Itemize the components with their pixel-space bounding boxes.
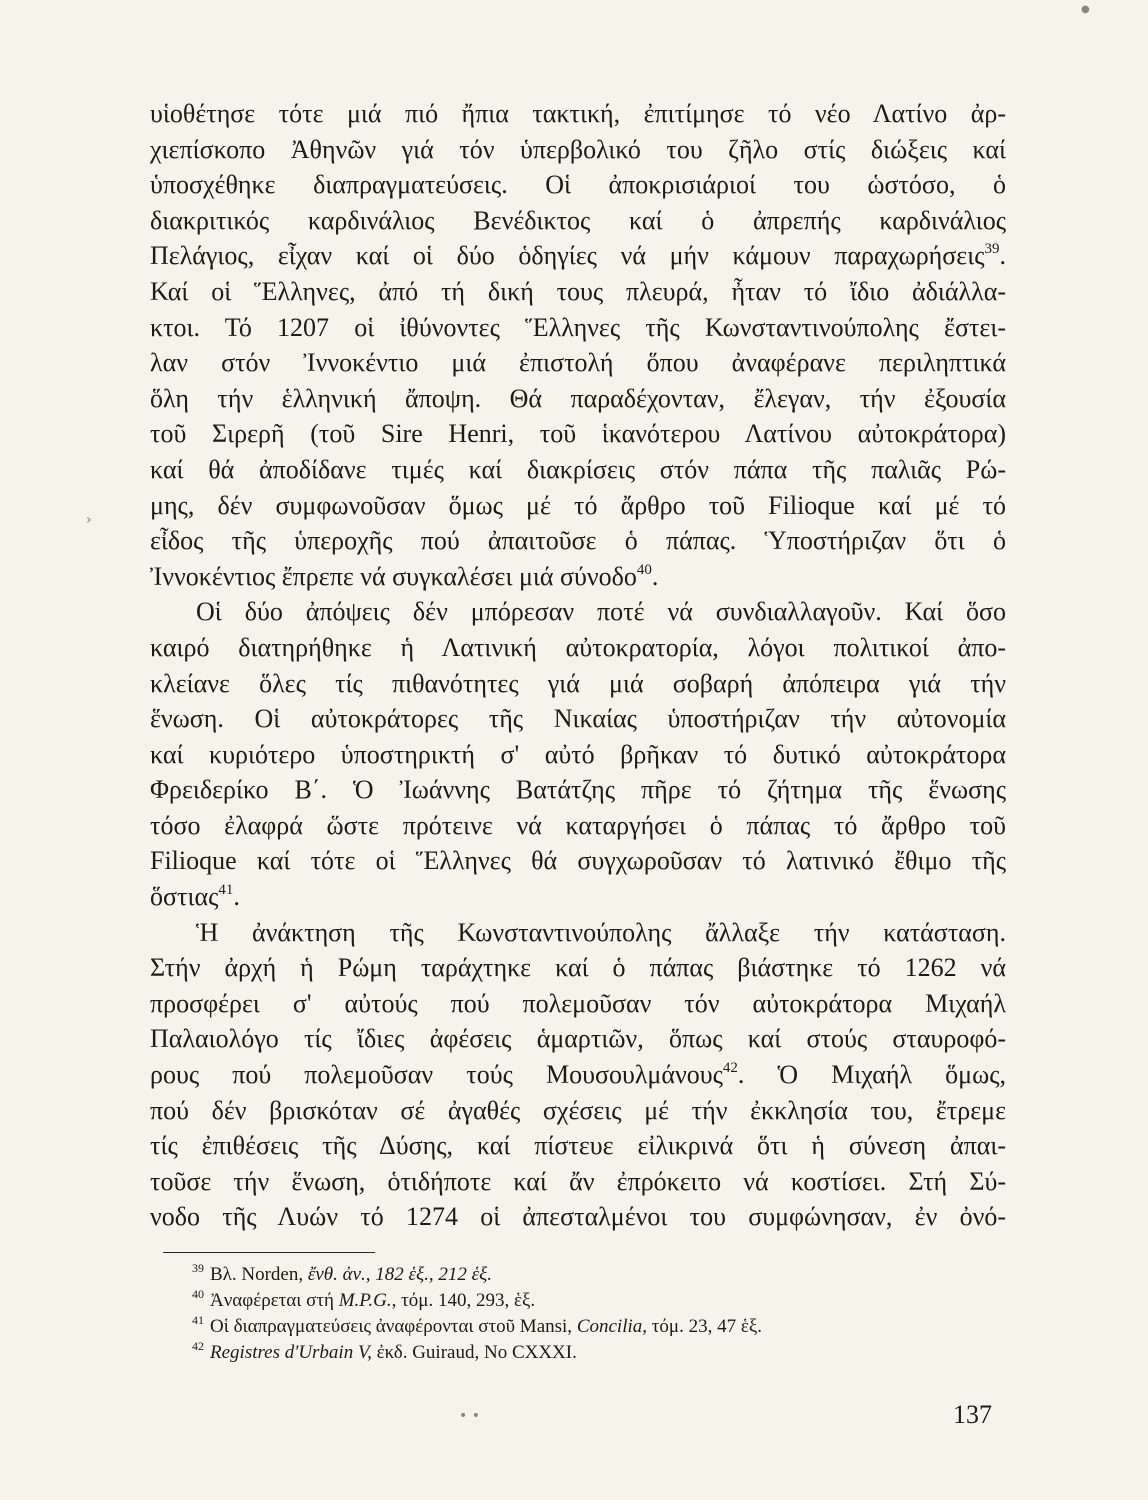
text-line: καί θά ἀποδίδανε τιμές καί διακρίσεις στόν πάπα τῆς παλιᾶς Ρώ- bbox=[150, 454, 1006, 484]
text-line bbox=[150, 1057, 1006, 1093]
text-line: Καί οἱ Ἕλληνες, ἀπό τή δική τους πλευρά, ἦταν τό ἴδιο ἀδιάλλα- bbox=[150, 276, 1006, 306]
text-line: τόσο ἐλαφρά ὥστε πρότεινε νά καταργήσει ὁ πάπας τό ἄρθρο τοῦ bbox=[150, 810, 1006, 840]
text-line: τοῦ Σιρερῆ (τοῦ Sire Henri, τοῦ ἱκανότερου Λατίνου αὐτοκράτορα) bbox=[150, 419, 1006, 449]
text-line: λαν στόν Ἰννοκέντιο μιά ἐπιστολή ὅπου ἀναφέρανε περιληπτικά bbox=[150, 348, 1006, 378]
main-text bbox=[150, 96, 1006, 1235]
text-line: πού δέν βρισκόταν σέ ἀγαθές σχέσεις μέ τήν ἐκκλησία του, ἔτρεμε bbox=[150, 1095, 1006, 1125]
text-line: Στήν ἀρχή ἡ Ρώμη ταράχτηκε καί ὁ πάπας βιάστηκε τό 1262 νά bbox=[150, 953, 1006, 983]
page-dot-icon: ● bbox=[1081, 4, 1090, 15]
text-segment: . bbox=[999, 241, 1006, 271]
text-segment: . Ὁ Μιχαήλ ὅμως, bbox=[737, 1060, 1006, 1090]
text-line: υἱοθέτησε τότε μιά πιό ἤπια τακτική, ἐπιτίμησε τό νέο Λατίνο ἀρ- bbox=[150, 99, 1006, 128]
text-line: Παλαιολόγο τίς ἴδιες ἀφέσεις ἁμαρτιῶν, ὅπως καί στούς σταυροφό- bbox=[150, 1024, 1006, 1054]
text-line: προσφέρει σ' αὐτούς πού πολεμοῦσαν τόν αὐτοκράτορα Μιχαήλ bbox=[150, 988, 1006, 1018]
footnote-41 bbox=[192, 1314, 992, 1340]
paragraph-1 bbox=[150, 96, 1006, 594]
footnote-ref[interactable]: 39 bbox=[984, 241, 1000, 258]
page-dot-icon: • • bbox=[459, 1408, 480, 1424]
text-line: νοδο τῆς Λυών τό 1274 οἱ ἀπεσταλμένοι του συμφώνησαν, ἐν ὀνό- bbox=[150, 1202, 1006, 1232]
footnote-40 bbox=[192, 1288, 992, 1314]
text-line: χιεπίσκοπο Ἀθηνῶν γιά τόν ὑπερβολικό του ζῆλο στίς διώξεις καί bbox=[150, 134, 1006, 164]
text-segment: Πελάγιος, εἶχαν καί οἱ δύο ὁδηγίες νά μήν κάμουν παραχωρήσεις bbox=[150, 241, 985, 271]
footnotes bbox=[192, 1262, 992, 1366]
footnote-39 bbox=[192, 1262, 992, 1288]
footnote-number: 42 bbox=[192, 1339, 204, 1353]
footnote-text: τόμ. 23, 47 ἑξ. bbox=[647, 1316, 763, 1337]
footnote-italic-text: Registres d'Urbain V, bbox=[210, 1342, 372, 1363]
text-line: εἶδος τῆς ὑπεροχῆς πού ἀπαιτοῦσε ὁ πάπας. Ὑποστήριζαν ὅτι ὁ bbox=[150, 526, 1006, 556]
footnote-42 bbox=[192, 1340, 992, 1366]
text-line: τοῦσε τήν ἕνωση, ὁτιδήποτε καί ἄν ἐπρόκειτο νά κοστίσει. Στή Σύ- bbox=[150, 1166, 1006, 1196]
text-line: διακριτικός καρδινάλιος Βενέδικτος καί ὁ ἀπρεπής καρδινάλιος bbox=[150, 205, 1006, 235]
footnote-ref[interactable]: 41 bbox=[218, 882, 234, 899]
text-segment: ὅστιας bbox=[150, 882, 219, 912]
paragraph-3 bbox=[150, 915, 1006, 1235]
footnote-number: 41 bbox=[192, 1313, 204, 1327]
text-line: κτοι. Τό 1207 οἱ ἰθύνοντες Ἕλληνες τῆς Κωνσταντινούπολης ἔστει- bbox=[150, 312, 1006, 342]
footnote-number: 40 bbox=[192, 1287, 204, 1301]
text-line: ὅλη τήν ἑλληνική ἄποψη. Θά παραδέχονταν, ἔλεγαν, τήν ἐξουσία bbox=[150, 383, 1006, 413]
footnote-ref[interactable]: 42 bbox=[722, 1060, 738, 1077]
text-line: καιρό διατηρήθηκε ἡ Λατινική αὐτοκρατορία, λόγοι πολιτικοί ἀπο- bbox=[150, 632, 1006, 662]
footnote-text: ἐκδ. Guiraud, No CXXXI. bbox=[371, 1342, 577, 1363]
footnote-number: 39 bbox=[192, 1261, 204, 1275]
footnote-text: , τόμ. 140, 293, ἑξ. bbox=[391, 1290, 536, 1311]
margin-arrow-icon: › bbox=[86, 512, 92, 528]
footnote-text: Οἱ διαπραγματεύσεις ἀναφέρονται στοῦ Mansi, bbox=[210, 1316, 577, 1337]
text-line: μης, δέν συμφωνοῦσαν ὅμως μέ τό ἄρθρο τοῦ Filioque καί μέ τό bbox=[150, 490, 1006, 520]
text-line: Φρειδερίκο Β΄. Ὁ Ἰωάννης Βατάτζης πῆρε τό ζήτημα τῆς ἕνωσης bbox=[150, 775, 1006, 805]
text-line: τίς ἐπιθέσεις τῆς Δύσης, καί πίστευε εἰλικρινά ὅτι ἡ σύνεση ἀπαι- bbox=[150, 1131, 1006, 1161]
page-body bbox=[150, 96, 1006, 1235]
text-line: Οἱ δύο ἀπόψεις δέν μπόρεσαν ποτέ νά συνδιαλλαγοῦν. Καί ὅσο bbox=[196, 597, 1006, 627]
text-line: κλείανε ὅλες τίς πιθανότητες γιά μιά σοβαρή ἀπόπειρα γιά τήν bbox=[150, 668, 1006, 698]
text-line: ἕνωση. Οἱ αὐτοκράτορες τῆς Νικαίας ὑποστήριζαν τήν αὐτονομία bbox=[150, 704, 1006, 734]
text-line bbox=[150, 559, 1006, 595]
footnote-italic-text: ἔνθ. ἀν., 182 ἑξ., 212 ἑξ. bbox=[307, 1264, 493, 1285]
footnote-divider bbox=[163, 1252, 375, 1253]
footnote-italic-text: Concilia, bbox=[576, 1316, 648, 1337]
text-segment: Ἰννοκέντιος ἔπρεπε νά συγκαλέσει μιά σύνοδο bbox=[150, 561, 637, 591]
text-line: Filioque καί τότε οἱ Ἕλληνες θά συγχωροῦσαν τό λατινικό ἔθιμο τῆς bbox=[150, 846, 1006, 876]
text-segment: . bbox=[651, 561, 659, 591]
text-segment: . bbox=[233, 882, 240, 912]
footnote-text: Βλ. Norden, bbox=[210, 1264, 308, 1285]
footnote-ref[interactable]: 40 bbox=[636, 561, 652, 578]
text-line: ὑποσχέθηκε διαπραγματεύσεις. Οἱ ἀποκρισιάριοί του ὡστόσο, ὁ bbox=[150, 170, 1006, 200]
text-line bbox=[150, 238, 1006, 274]
text-line bbox=[150, 879, 1006, 915]
text-segment: ρους πού πολεμοῦσαν τούς Μουσουλμάνους bbox=[150, 1060, 723, 1090]
footnote-italic-text: M.P.G. bbox=[338, 1290, 392, 1311]
footnote-text: Ἀναφέρεται στή bbox=[210, 1290, 339, 1311]
page-number: 137 bbox=[953, 1400, 992, 1429]
text-line: καί κυριότερο ὑποστηρικτή σ' αὐτό βρῆκαν τό δυτικό αὐτοκράτορα bbox=[150, 739, 1006, 769]
paragraph-2 bbox=[150, 594, 1006, 914]
text-line: Ἡ ἀνάκτηση τῆς Κωνσταντινούπολης ἄλλαξε τήν κατάσταση. bbox=[196, 917, 1006, 947]
